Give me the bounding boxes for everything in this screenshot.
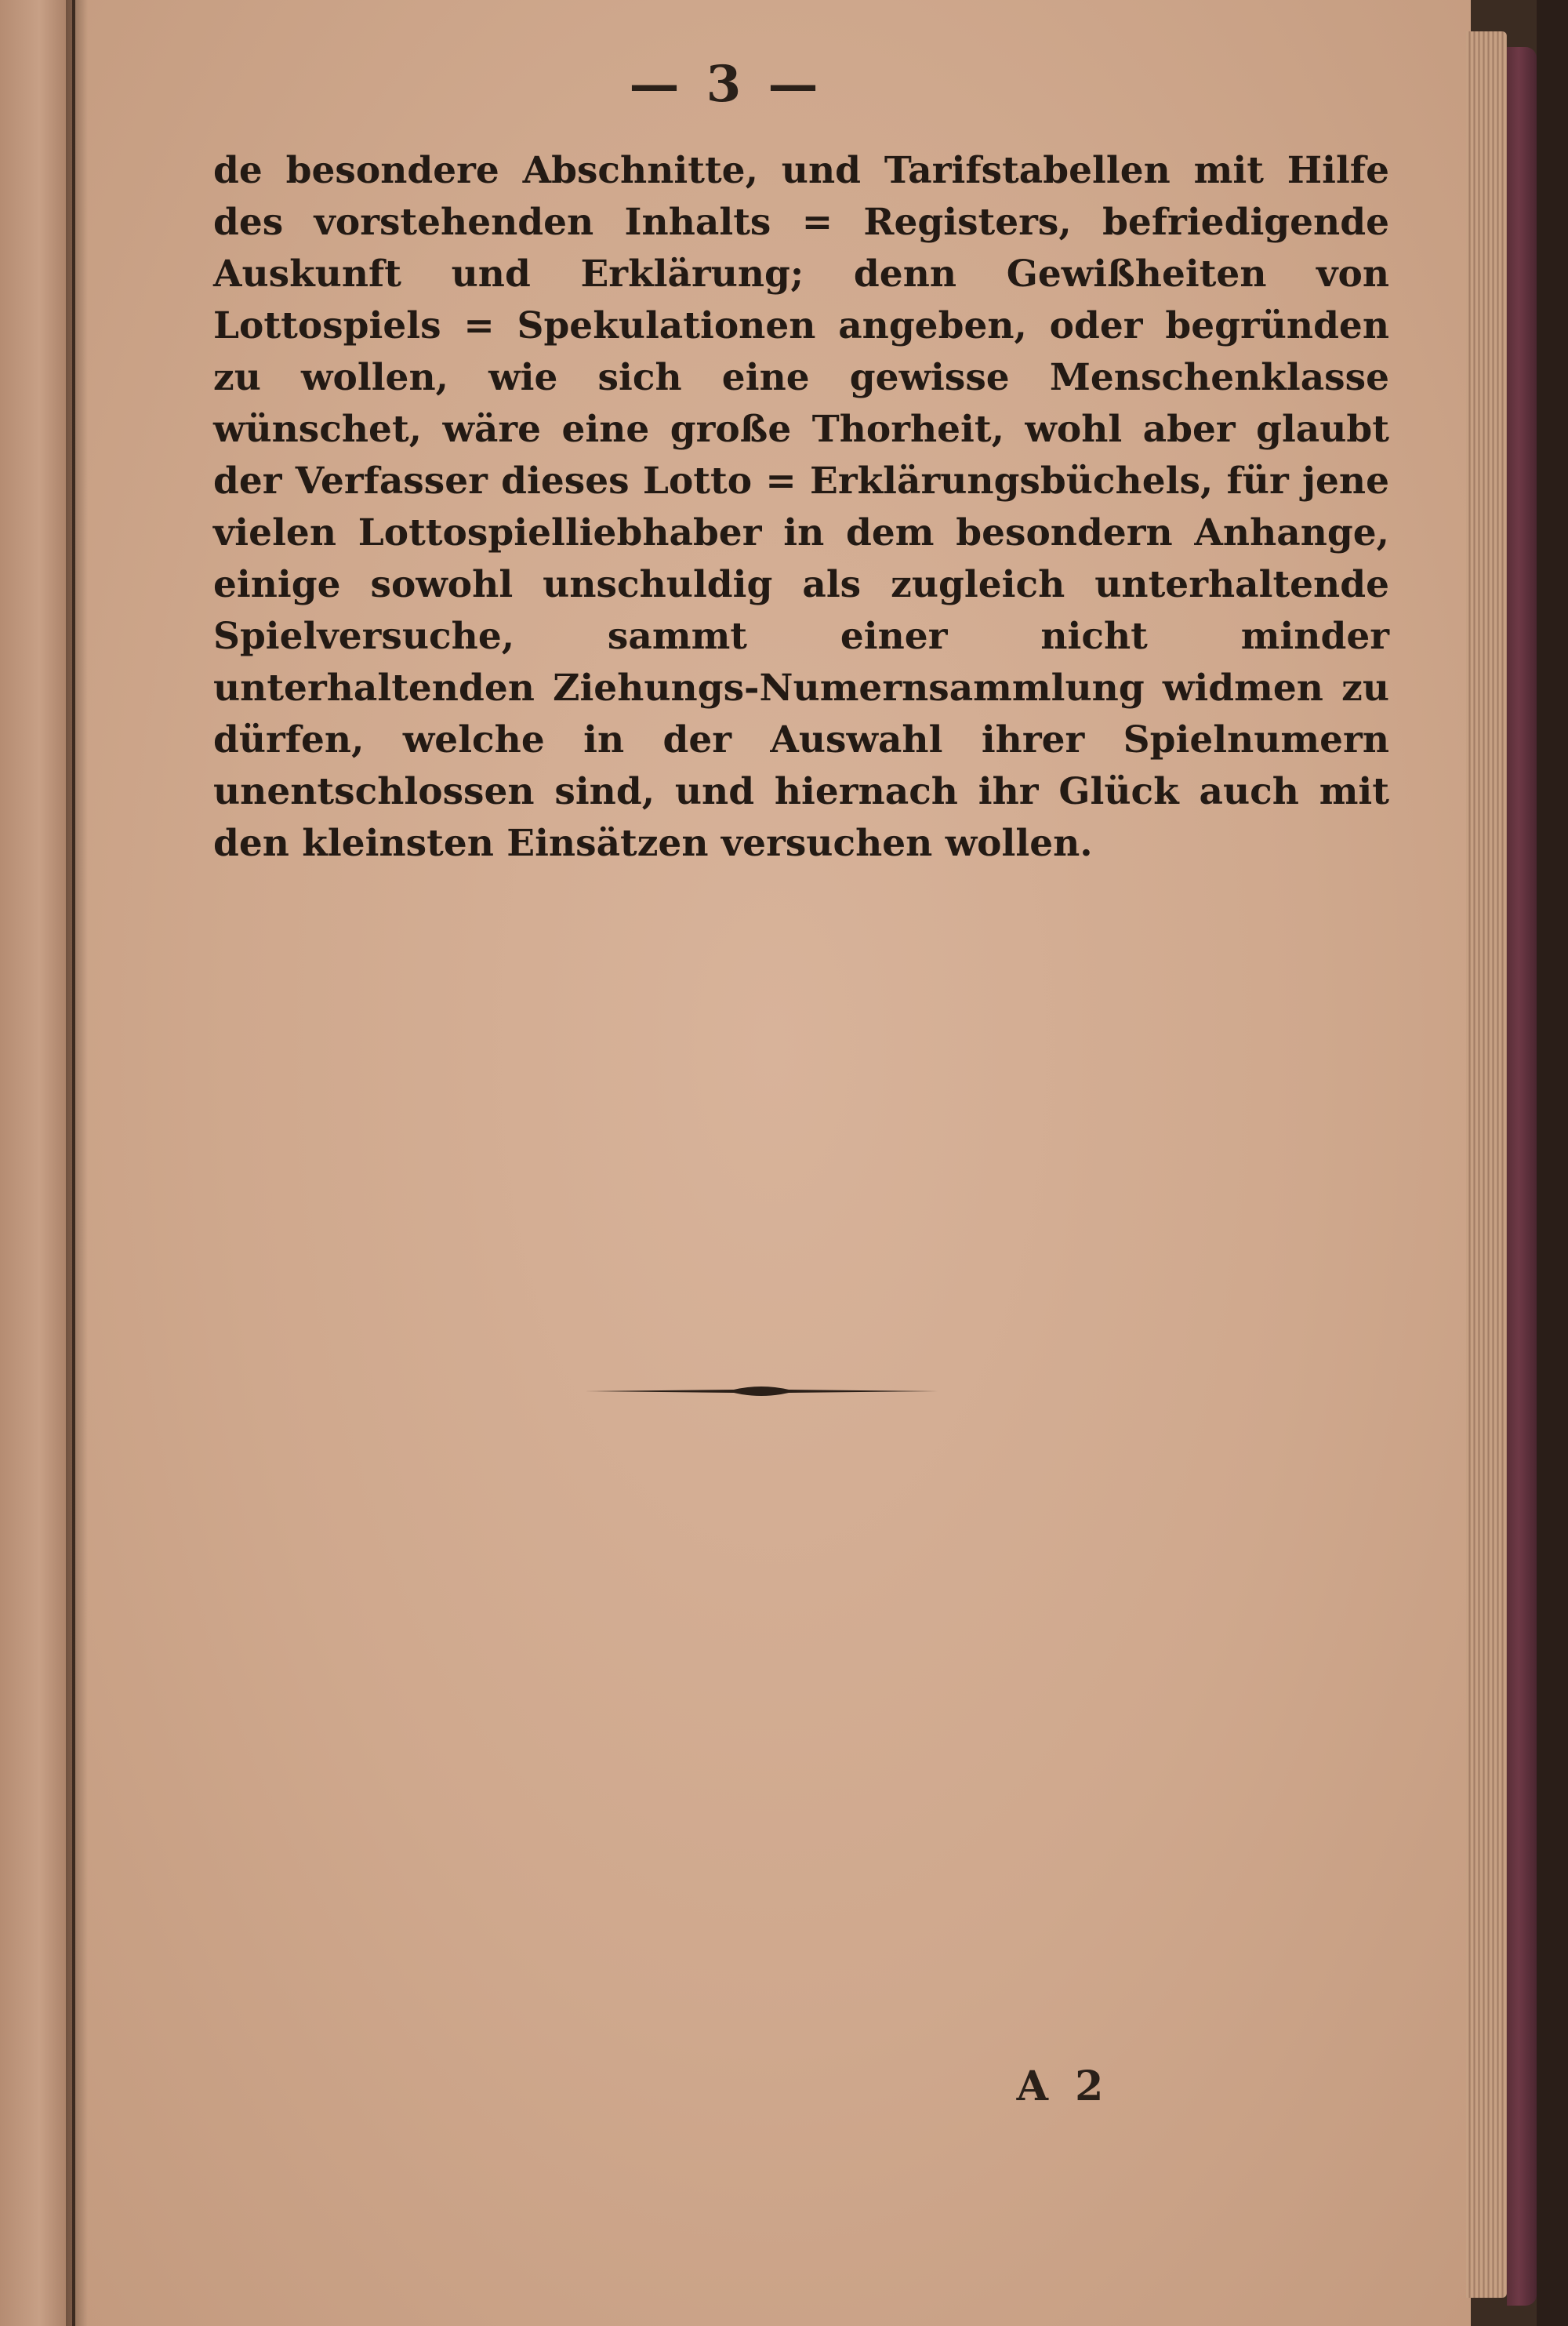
ornamental-rule [585,1382,938,1401]
previous-page-edge [0,0,72,2326]
body-paragraph: de besondere Abschnitte, und Tarifstabellen mit Hilfe des vorstehenden Inhalts = Registers, befriedigende Auskunft und Erklärung; denn Gewißheiten von Lottospiels = Spekulationen angeben, oder begründen zu wollen, wie sich eine gewisse Menschenklasse wünschet, wäre eine große Thorheit, wohl aber glaubt der Verfasser dieses Lotto = Erklärungsbüchels, für jene vielen Lottospielliebhaber in dem besondern Anhange, einige sowohl unschuldig als zugleich unterhaltende Spielversuche, sammt einer nicht minder unterhaltenden Ziehungs-Numernsammlung widmen zu dürfen, welche in der Auswahl ihrer Spielnumern unentschlossen sind, und hiernach ihr Glück auch mit den kleinsten Einsätzen versuchen wollen. [213,149,1389,865]
gutter-shadow [66,0,88,2326]
book-cover-edge [1507,47,1537,2306]
background [1537,0,1568,2326]
book-page [75,0,1471,2326]
page-block-edges [1466,31,1507,2298]
signature-mark: A 2 [1016,2063,1110,2110]
page-number: — 3 — [629,55,823,114]
